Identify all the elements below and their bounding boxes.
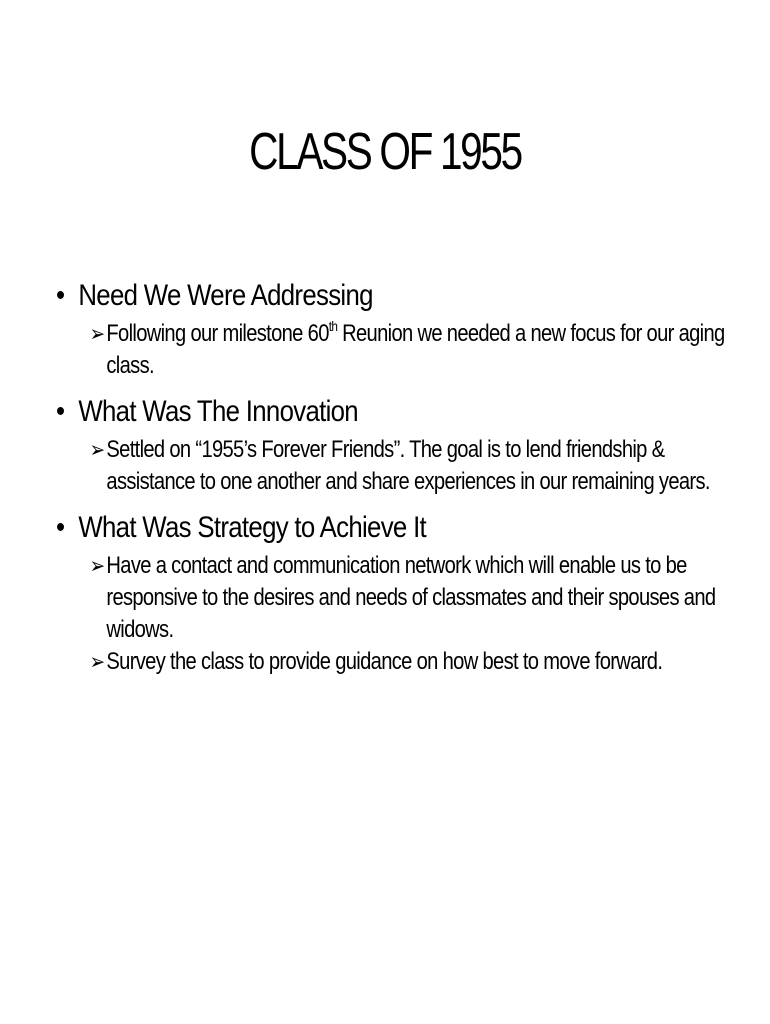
sub-bullet-strategy-2 [56,646,745,678]
bullet-heading: What Was The Innovation [78,395,358,428]
bullet-need [56,278,641,314]
arrow-bullet-icon: ➢ [89,649,105,674]
bullet-dot-icon: • [56,279,65,312]
bullet-dot-icon: • [56,395,65,428]
sub-bullet-innovation-1 [56,434,745,498]
sub-bullet-superscript: th [328,318,338,334]
slide-title: CLASS OF 1955 [249,123,521,181]
bullet-strategy [56,510,641,546]
arrow-bullet-icon: ➢ [89,321,105,346]
sub-bullet-strategy-1 [56,550,745,646]
sub-bullet-text-post: Reunion we needed a new focus for our aging class. [106,320,725,379]
sub-bullet-text: Have a contact and communication network which will enable us to be responsive to the desires and needs of classmates and their spouses and widows. [106,552,716,643]
sub-bullet-text-pre: Following our milestone 60 [106,320,329,347]
sub-bullet-text: Survey the class to provide guidance on how best to move forward. [106,648,663,675]
sub-bullet-need-1 [56,318,745,382]
arrow-bullet-icon: ➢ [89,553,105,578]
bullet-innovation [56,394,641,430]
bullet-dot-icon: • [56,511,65,544]
bullet-heading: What Was Strategy to Achieve It [78,511,427,544]
sub-bullet-text: Settled on “1955’s Forever Friends”. The goal is to lend friendship & assistance to one another and share experiences in our remaining years. [106,436,710,495]
slide-body [56,278,736,678]
bullet-heading: Need We Were Addressing [78,279,373,312]
arrow-bullet-icon: ➢ [89,437,105,462]
